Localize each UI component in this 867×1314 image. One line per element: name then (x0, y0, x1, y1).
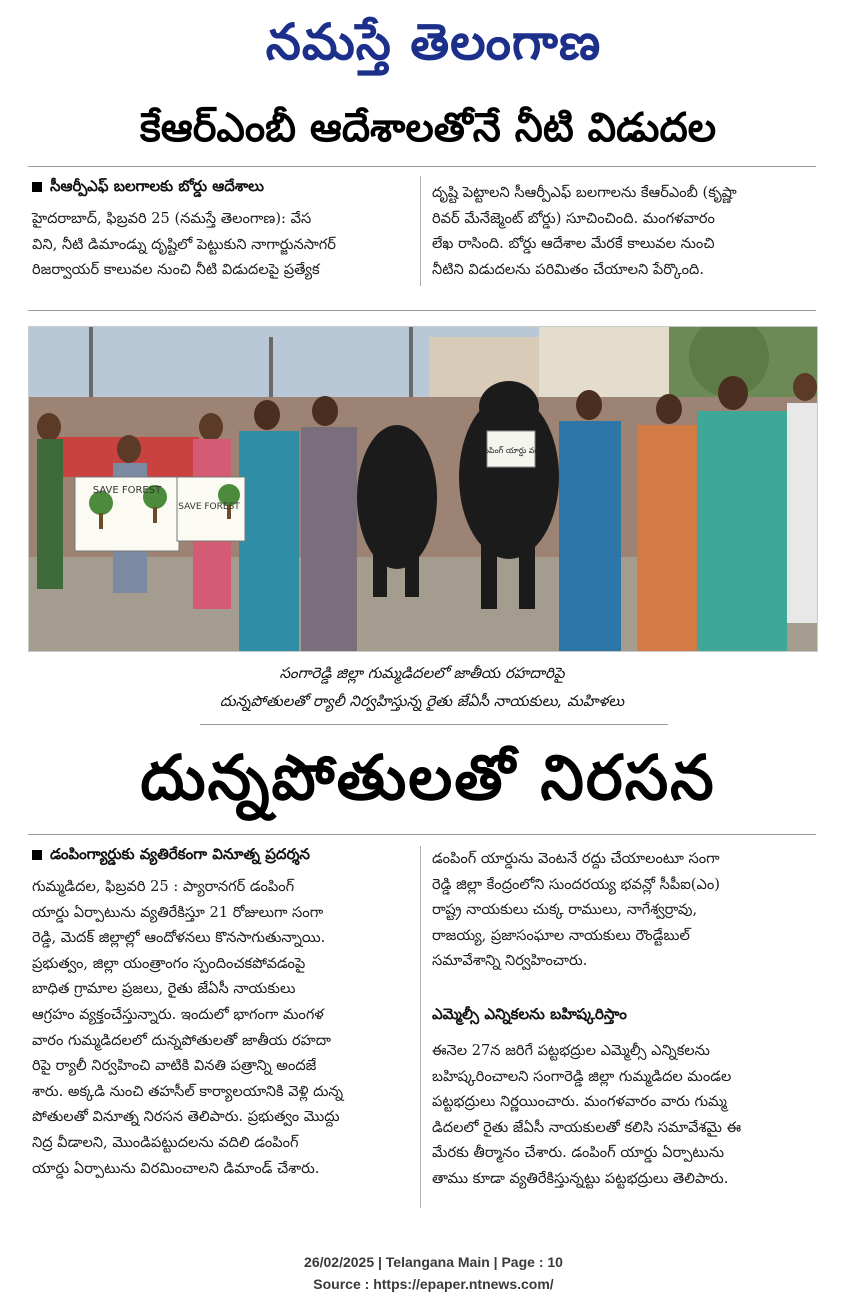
subhead-dumping (32, 842, 310, 866)
story2-left-line: ప్రభుత్వం, జిల్లా యంత్రాంగం స్పందించకపోవడంపై (32, 954, 306, 972)
rule-top (28, 166, 816, 167)
story2-left-line: శారు. అక్కడి నుంచి తహసీల్ కార్యాలయానికి వెళ్లి దున్న (32, 1082, 344, 1100)
story2-left-line: యార్డు ఏర్పాటును వ్యతిరేకిస్తూ 21 రోజులుగా సంగా (32, 903, 324, 921)
story1-right-line: రివర్ మేనేజ్మెంట్ బోర్డు) సూచించింది. మంగళవారం (432, 209, 715, 227)
story2-left-line: ఆగ్రహం వ్యక్తంచేస్తున్నారు. ఇందులో భాగంగా మంగళ (32, 1005, 324, 1023)
story2-left-line: రిపై ర్యాలీ నిర్వహించి వాటికి వినతి పత్రాన్ని అందజే (32, 1057, 317, 1075)
headline-protest: దున్నపోతులతో నిరసన (140, 741, 716, 814)
story2-right-column (432, 846, 818, 974)
subhead-crpf-text: సీఆర్పీఎఫ్ బలగాలకు బోర్డు ఆదేశాలు (50, 177, 264, 195)
story2-right-line-2: ఈనెల 27న జరిగే పట్టభద్రుల ఎమ్మెల్సీ ఎన్నికలను (432, 1042, 710, 1059)
story1-left-line: హైదరాబాద్, ఫిబ్రవరి 25 (నమస్తే తెలంగాణ): వేస (32, 210, 312, 227)
story1-left-line: విని, నీటి డిమాండ్ను దృష్టిలో పెట్టుకుని నాగార్జునసాగర్ (32, 235, 336, 253)
bullet-icon (32, 850, 42, 860)
story2-right-line-2: డిదలలో రైతు జేఏసీ నాయకులతో కలిసి సమావేశమై ఈ (432, 1118, 742, 1136)
story2-right-line-2: మేరకు తీర్మానం చేశారు. డంపింగ్ యార్డు ఏర్పాటును (432, 1144, 724, 1162)
story2-right-line-2: పట్టభద్రులు నిర్ణయించారు. మంగళవారం వారు గుమ్మ (432, 1093, 727, 1111)
story1-right-line: లేఖ రాసింది. బోర్డు ఆదేశాల మేరకే కాలువల నుంచి (432, 235, 715, 253)
sub-headline-mlc: ఎమ్మెల్సీ ఎన్నికలను బహిష్కరిస్తాం (432, 1005, 627, 1023)
story2-right-line: సమావేశాన్ని నిర్వహించారు. (432, 952, 588, 970)
rule-above-photo (28, 310, 816, 311)
story2-left-column (32, 874, 408, 1181)
story2-right-line: రాజయ్య, ప్రజాసంఘాల నాయకులు రౌండ్టేబుల్ (432, 926, 690, 944)
story1-right-line: దృష్టి పెట్టాలని సీఆర్పీఎఫ్ బలగాలను కేఆర్ఎంబీ (కృష్ణా (432, 184, 737, 201)
sign-left-text: SAVE FOREST (92, 485, 162, 496)
rally-photo-illustration (29, 327, 817, 651)
masthead-logo: నమస్తే తెలంగాణ (265, 12, 602, 71)
subhead-crpf (32, 174, 264, 198)
story2-left-line: రెడ్డి, మెదక్ జిల్లాల్లో ఆందోళనలు కొనసాగుతున్నాయి. (32, 929, 326, 947)
story1-left-column (32, 206, 408, 283)
photo-caption-line1: సంగారెడ్డి జిల్లా గుమ్మడిదలలో జాతీయ రహదారిపై (279, 664, 565, 682)
story2-left-line: గుమ్మడిదల, ఫిబ్రవరి 25 : ప్యారానగర్ డంపింగ్ (32, 878, 295, 895)
story2-left-line: వారం గుమ్మడిదలలో దున్నపోతులతో జాతీయ రహదా (32, 1031, 331, 1049)
story2-right-line: రాష్ట్ర నాయకులు చుక్క రాములు, నాగేశ్వర్రావు, (432, 901, 698, 919)
footer-source-line: Source : https://epaper.ntnews.com/ (313, 1276, 554, 1292)
story2-right-line: డంపింగ్ యార్డును వెంటనే రద్దు చేయాలంటూ సంగా (432, 850, 720, 867)
bullet-icon (32, 182, 42, 192)
story2-left-line: పోతులతో వినూత్న నిరసన తెలిపారు. ప్రభుత్వం మొద్దు (32, 1108, 340, 1126)
story2-right-line-2: బహిష్కరించాలని సంగారెడ్డి జిల్లా గుమ్మడిదల మండల (432, 1067, 732, 1085)
story1-right-column (432, 180, 818, 282)
story2-left-line: బాధిత గ్రామాల ప్రజలు, రైతు జేఏసీ నాయకులు (32, 980, 296, 998)
photo-caption-line2: దున్నపోతులతో ర్యాలీ నిర్వహిస్తున్న రైతు జేఏసీ నాయకులు, మహిళలు (219, 692, 625, 710)
story2-right-column-2 (432, 1038, 818, 1192)
story2-right-line: రెడ్డి జిల్లా కేంద్రంలోని సుందరయ్య భవన్లో సీపీఐ(ఎం) (432, 875, 720, 893)
headline-krmb: కేఆర్ఎంబీ ఆదేశాలతోనే నీటి విడుదల (139, 105, 717, 151)
column-divider (420, 176, 421, 286)
story2-left-line: నిద్ర వీడాలని, మొండిపట్టుదలను వదిలి డంపింగ్ (32, 1133, 299, 1151)
story2-left-line: యార్డు ఏర్పాటును విరమించాలని డిమాండ్ చేశారు. (32, 1159, 320, 1177)
placard-text: డంపింగ్ యార్డు వద్దు (479, 446, 543, 455)
rule-below-caption (200, 724, 668, 725)
sign-right-text: SAVE FOREST (178, 502, 240, 512)
story1-left-line: రిజర్వాయర్ కాలువల నుంచి నీటి విడుదలపై ప్రత్యేక (32, 261, 320, 279)
subhead-dumping-text: డంపింగ్యార్డుకు వ్యతిరేకంగా వినూత్న ప్రదర్శన (50, 845, 310, 863)
story2-right-line-2: తాము కూడా వ్యతిరేకిస్తున్నట్టు పట్టభద్రులు తెలిపారు. (432, 1169, 729, 1187)
rule-below-headline2 (28, 834, 816, 835)
footer-date-line: 26/02/2025 | Telangana Main | Page : 10 (304, 1254, 563, 1270)
story1-right-line: నీటిని విడుదలను పరిమితం చేయాలని పేర్కొంది. (432, 260, 704, 278)
rally-photo (28, 326, 818, 652)
column-divider (420, 846, 421, 1208)
